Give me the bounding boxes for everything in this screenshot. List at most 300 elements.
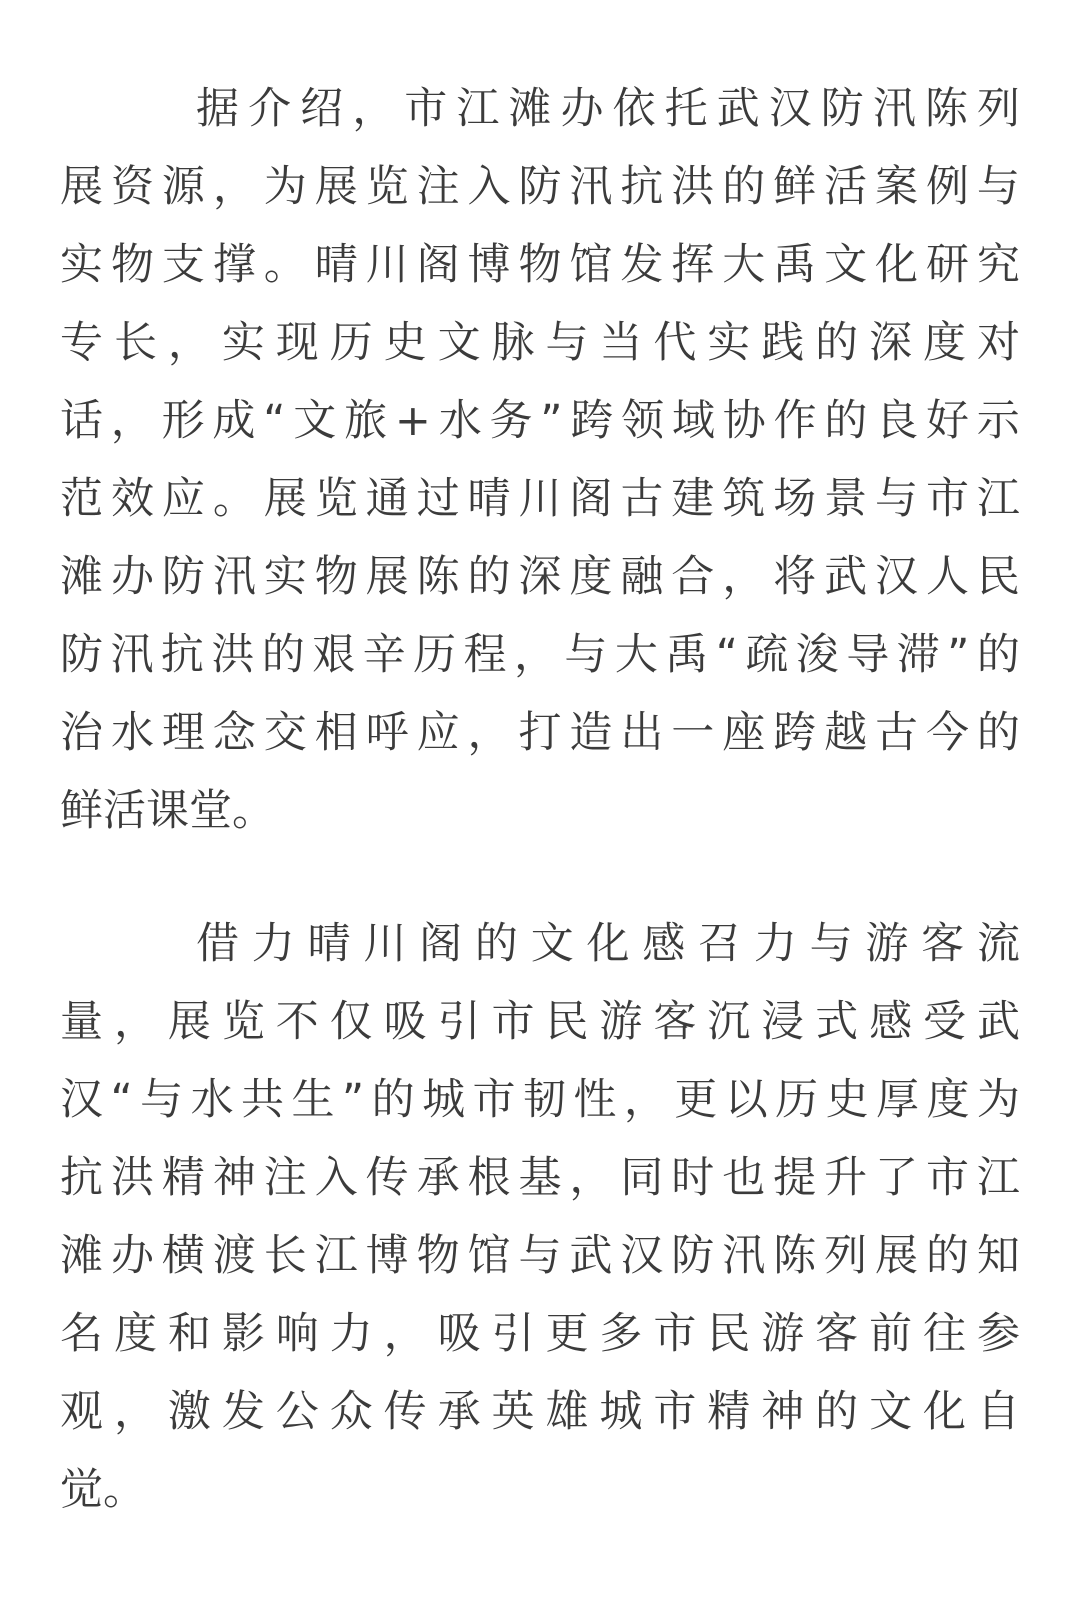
paragraph-line: [60, 1373, 1020, 1451]
text-char: 相: [314, 708, 358, 758]
text-char: 神: [212, 1153, 256, 1203]
text-char: 升: [824, 1153, 868, 1203]
text-char: 市: [491, 997, 535, 1047]
text-char: ，: [722, 552, 766, 602]
text-char: 传: [365, 1153, 409, 1203]
text-char: 度: [926, 1075, 970, 1125]
paragraph-line: [60, 226, 1020, 304]
text-char: 览: [314, 474, 358, 524]
text-char: 大: [614, 630, 658, 680]
text-char: 汛: [722, 1231, 766, 1281]
text-char: 越: [824, 708, 868, 758]
text-char: 脉: [491, 318, 535, 368]
text-char: 晴: [314, 240, 358, 290]
text-char: 阁: [416, 240, 460, 290]
text-char: 融: [620, 552, 664, 602]
text-char: ，: [113, 997, 157, 1047]
text-char: ，: [623, 1075, 667, 1125]
text-char: “: [263, 396, 286, 446]
text-char: +: [394, 396, 431, 446]
text-char: 武: [976, 997, 1020, 1047]
text-char: 成: [212, 396, 256, 446]
text-char: 晴: [307, 919, 351, 969]
paragraph-line: [60, 905, 1020, 983]
text-char: 示: [976, 396, 1020, 446]
text-char: 抗: [160, 630, 204, 680]
text-char: 仅: [329, 997, 373, 1047]
text-char: 防: [161, 552, 205, 602]
text-char: 力: [329, 1309, 373, 1359]
text-char: 效: [110, 474, 154, 524]
text-char: 参: [976, 1309, 1020, 1359]
text-char: 撑: [212, 240, 256, 290]
text-char: 物: [314, 552, 358, 602]
text-char: 了: [875, 1153, 918, 1203]
text-char: 水: [110, 708, 154, 758]
text-char: ，: [110, 396, 154, 446]
text-char: 历: [329, 318, 373, 368]
text-char: 应: [161, 474, 205, 524]
text-char: 众: [329, 1387, 373, 1437]
text-char: 大: [722, 240, 766, 290]
text-char: 基: [518, 1153, 562, 1203]
paragraph-line: [60, 1295, 1020, 1373]
text-char: 更: [545, 1309, 589, 1359]
text-char: 客: [815, 1309, 859, 1359]
text-char: 实: [221, 318, 265, 368]
text-char: 文: [824, 240, 868, 290]
paragraph-line: [60, 1061, 1020, 1139]
text-char: 。: [212, 474, 256, 524]
text-char: 展: [167, 997, 211, 1047]
text-char: 市: [925, 1153, 969, 1203]
text-char: 感: [642, 919, 686, 969]
text-char: 馆: [569, 240, 613, 290]
text-char: 列: [824, 1231, 868, 1281]
text-char: 呼: [365, 708, 409, 758]
text-char: 的: [371, 1075, 415, 1125]
text-char: 性: [573, 1075, 617, 1125]
text-char: 文: [437, 318, 481, 368]
text-char: 的: [925, 1231, 969, 1281]
paragraph-line: [60, 616, 1020, 694]
text-char: 鲜: [773, 162, 817, 212]
text-char: 今: [925, 708, 969, 758]
text-char: 水: [438, 396, 482, 446]
text-char: 共: [241, 1075, 285, 1125]
text-char: 雄: [545, 1387, 589, 1437]
text-char: 支: [161, 240, 205, 290]
text-char: 洪: [110, 1153, 154, 1203]
text-char: 滩: [60, 1231, 103, 1281]
text-char: 晴: [467, 474, 511, 524]
text-char: 办: [560, 84, 604, 134]
text-char: 陈: [924, 84, 968, 134]
text-char: 域: [671, 396, 715, 446]
text-char: 发: [620, 240, 664, 290]
text-char: 史: [383, 318, 427, 368]
text-char: 与: [976, 162, 1020, 212]
text-char: 多: [599, 1309, 643, 1359]
text-char: 览: [221, 997, 265, 1047]
text-char: 渡: [212, 1231, 256, 1281]
text-char: 城: [422, 1075, 466, 1125]
text-char: 吸: [437, 1309, 481, 1359]
text-char: 治: [60, 708, 103, 758]
text-char: 川: [365, 240, 409, 290]
text-char: 列: [976, 84, 1020, 134]
text-char: 更: [674, 1075, 718, 1125]
text-char: 名: [60, 1309, 103, 1359]
text-char: 洪: [671, 162, 715, 212]
text-char: 人: [925, 552, 969, 602]
text-char: 实: [263, 552, 307, 602]
text-char: 托: [664, 84, 708, 134]
text-char: 注: [416, 162, 460, 212]
text-char: ”: [947, 630, 970, 680]
text-char: 市: [472, 1075, 516, 1125]
text-char: 生: [291, 1075, 335, 1125]
paragraph-line: [60, 70, 1020, 148]
text-char: 文: [869, 1387, 913, 1437]
text-char: 借: [196, 919, 239, 969]
text-char: 陈: [416, 552, 460, 602]
text-char: 绍: [300, 84, 344, 134]
text-char: 市: [653, 1309, 697, 1359]
text-char: 汛: [569, 162, 613, 212]
text-char: 与: [809, 919, 853, 969]
text-char: 横: [161, 1231, 205, 1281]
text-char: 介: [248, 84, 292, 134]
paragraph-line: 觉。: [60, 1465, 146, 1515]
paragraph-line: [60, 538, 1020, 616]
text-char: 韧: [522, 1075, 566, 1125]
text-char: 阁: [419, 919, 463, 969]
text-char: 代: [653, 318, 697, 368]
text-char: 响: [275, 1309, 319, 1359]
text-char: 和: [167, 1309, 211, 1359]
text-char: 艰: [312, 630, 356, 680]
text-char: ”: [540, 396, 563, 446]
text-char: 造: [569, 708, 613, 758]
text-char: 引: [491, 1309, 535, 1359]
text-char: 的: [815, 1387, 859, 1437]
text-char: 与: [545, 318, 589, 368]
text-char: 的: [815, 318, 859, 368]
text-char: 协: [722, 396, 766, 446]
text-char: 客: [653, 997, 697, 1047]
text-char: 的: [976, 630, 1020, 680]
text-char: ”: [341, 1075, 365, 1125]
text-char: 对: [976, 318, 1020, 368]
text-char: 禹: [665, 630, 709, 680]
text-char: 召: [698, 919, 742, 969]
text-char: 游: [865, 919, 909, 969]
text-char: 民: [976, 552, 1020, 602]
text-char: 游: [599, 997, 643, 1047]
text-char: 史: [825, 1075, 869, 1125]
text-char: 浸: [761, 997, 805, 1047]
text-char: 文: [530, 919, 574, 969]
paragraph-line: [60, 694, 1020, 772]
text-char: 座: [722, 708, 766, 758]
text-char: 物: [416, 1231, 460, 1281]
text-char: 抗: [620, 162, 664, 212]
text-char: 前: [869, 1309, 913, 1359]
text-char: 化: [923, 1387, 966, 1437]
text-char: 应: [416, 708, 460, 758]
text-char: 据: [196, 84, 239, 134]
text-char: 出: [620, 708, 664, 758]
text-char: 深: [518, 552, 562, 602]
text-char: 神: [761, 1387, 805, 1437]
text-char: 滩: [508, 84, 552, 134]
text-char: 展: [263, 474, 307, 524]
text-char: “: [110, 1075, 133, 1125]
text-char: 精: [161, 1153, 205, 1203]
text-char: 发: [221, 1387, 265, 1437]
text-char: 观: [60, 1387, 103, 1437]
text-char: 案: [875, 162, 918, 212]
text-char: 例: [925, 162, 969, 212]
text-char: 防: [518, 162, 562, 212]
text-char: 不: [275, 997, 319, 1047]
text-char: 与: [518, 1231, 562, 1281]
text-char: 武: [716, 84, 760, 134]
text-char: 阁: [569, 474, 613, 524]
text-char: 良: [875, 396, 919, 446]
paragraph-line: [60, 460, 1020, 538]
text-char: 历: [775, 1075, 819, 1125]
text-char: 览: [365, 162, 409, 212]
text-char: 导: [846, 630, 890, 680]
text-char: 筑: [722, 474, 766, 524]
text-char: 交: [263, 708, 307, 758]
text-char: 防: [820, 84, 864, 134]
text-char: 的: [722, 162, 766, 212]
text-char: 办: [110, 552, 154, 602]
text-char: ，: [212, 162, 256, 212]
text-char: 究: [976, 240, 1020, 290]
text-char: 建: [671, 474, 715, 524]
text-char: 。: [263, 240, 307, 290]
text-char: 抗: [60, 1153, 103, 1203]
text-char: ，: [513, 630, 557, 680]
text-char: 与: [875, 474, 918, 524]
text-char: 民: [545, 997, 589, 1047]
text-char: 领: [621, 396, 665, 446]
text-char: 跨: [570, 396, 614, 446]
text-char: 度: [113, 1309, 157, 1359]
text-char: ，: [352, 84, 396, 134]
text-char: 浚: [795, 630, 839, 680]
paragraph-line: [60, 382, 1020, 460]
text-char: 传: [383, 1387, 427, 1437]
text-char: 为: [263, 162, 307, 212]
text-char: 入: [467, 162, 511, 212]
text-char: 市: [653, 1387, 697, 1437]
text-char: 旅: [344, 396, 388, 446]
text-char: 实: [60, 240, 103, 290]
text-char: 城: [599, 1387, 643, 1437]
text-char: 英: [491, 1387, 535, 1437]
text-char: ，: [467, 708, 511, 758]
text-char: 展: [875, 1231, 918, 1281]
text-char: 物: [518, 240, 562, 290]
text-char: 与: [140, 1075, 184, 1125]
text-char: 以: [724, 1075, 768, 1125]
text-char: 精: [707, 1387, 751, 1437]
text-char: 入: [314, 1153, 358, 1203]
text-char: 激: [167, 1387, 211, 1437]
text-char: 现: [275, 318, 319, 368]
text-char: 辛: [362, 630, 406, 680]
text-char: 沉: [707, 997, 751, 1047]
text-char: 流: [976, 919, 1020, 969]
text-char: 场: [773, 474, 817, 524]
text-char: 深: [869, 318, 913, 368]
paragraph-1: [60, 70, 1020, 850]
text-char: 打: [518, 708, 562, 758]
text-char: ，: [113, 1387, 157, 1437]
text-char: 市: [925, 474, 969, 524]
text-char: 的: [467, 552, 511, 602]
text-char: 客: [921, 919, 965, 969]
text-char: 汉: [768, 84, 812, 134]
text-char: 合: [671, 552, 715, 602]
text-char: 的: [474, 919, 518, 969]
text-char: 作: [773, 396, 817, 446]
text-char: “: [715, 630, 738, 680]
text-char: 历: [413, 630, 457, 680]
text-char: 汉: [875, 552, 918, 602]
text-char: 根: [467, 1153, 511, 1203]
text-char: 博: [467, 240, 511, 290]
text-char: 为: [976, 1075, 1020, 1125]
text-char: 当: [599, 318, 643, 368]
text-char: 疏: [745, 630, 789, 680]
text-char: 感: [869, 997, 913, 1047]
text-char: 陈: [773, 1231, 817, 1281]
text-char: 长: [263, 1231, 307, 1281]
text-char: 化: [875, 240, 918, 290]
text-char: ，: [569, 1153, 613, 1203]
text-char: 受: [923, 997, 966, 1047]
text-char: 汛: [110, 630, 154, 680]
text-char: 厚: [876, 1075, 919, 1125]
text-char: 话: [60, 396, 103, 446]
text-char: 公: [275, 1387, 319, 1437]
text-char: 景: [824, 474, 868, 524]
text-char: 古: [620, 474, 664, 524]
text-char: 源: [161, 162, 205, 212]
text-char: 形: [161, 396, 205, 446]
text-char: 资: [110, 162, 154, 212]
text-char: 吸: [383, 997, 427, 1047]
text-char: 同: [620, 1153, 664, 1203]
text-char: 引: [437, 997, 481, 1047]
text-char: 往: [923, 1309, 966, 1359]
text-char: 滩: [60, 552, 103, 602]
text-char: 力: [251, 919, 295, 969]
text-char: 汉: [60, 1075, 103, 1125]
text-char: 汉: [620, 1231, 664, 1281]
text-char: 物: [110, 240, 154, 290]
text-char: 的: [976, 708, 1020, 758]
text-char: 滞: [896, 630, 940, 680]
text-char: 市: [404, 84, 448, 134]
text-char: 与: [564, 630, 608, 680]
text-char: 依: [612, 84, 656, 134]
text-char: 挥: [671, 240, 715, 290]
text-char: 力: [753, 919, 797, 969]
text-char: 展: [314, 162, 358, 212]
text-char: 文: [293, 396, 337, 446]
text-char: 古: [875, 708, 918, 758]
text-char: 的: [261, 630, 305, 680]
text-char: 江: [976, 474, 1020, 524]
text-char: 馆: [467, 1231, 511, 1281]
text-char: 践: [761, 318, 805, 368]
text-char: 将: [773, 552, 817, 602]
text-char: 江: [976, 1153, 1020, 1203]
text-char: 一: [671, 708, 715, 758]
text-char: 度: [923, 318, 966, 368]
text-char: 影: [221, 1309, 265, 1359]
text-char: 好: [925, 396, 969, 446]
text-char: 念: [212, 708, 256, 758]
text-char: 活: [824, 162, 868, 212]
text-char: 承: [416, 1153, 460, 1203]
text-char: 展: [365, 552, 409, 602]
text-char: 游: [761, 1309, 805, 1359]
text-char: ，: [167, 318, 211, 368]
text-char: 长: [113, 318, 157, 368]
text-char: 理: [161, 708, 205, 758]
text-char: 注: [263, 1153, 307, 1203]
text-char: 跨: [773, 708, 817, 758]
text-char: 专: [60, 318, 103, 368]
text-char: 防: [60, 630, 103, 680]
text-char: 办: [110, 1231, 154, 1281]
text-char: 式: [815, 997, 859, 1047]
text-char: 实: [707, 318, 751, 368]
paragraph-line: 鲜活课堂。: [60, 786, 275, 836]
text-char: 程: [463, 630, 507, 680]
text-char: 过: [416, 474, 460, 524]
text-char: 水: [190, 1075, 234, 1125]
text-char: 也: [722, 1153, 766, 1203]
text-char: 江: [456, 84, 500, 134]
text-char: 展: [60, 162, 103, 212]
text-char: 武: [569, 1231, 613, 1281]
paragraph-line: [60, 304, 1020, 382]
paragraph-line: [60, 1139, 1020, 1217]
text-char: 博: [365, 1231, 409, 1281]
text-char: 汛: [212, 552, 256, 602]
text-char: 武: [824, 552, 868, 602]
text-char: 范: [60, 474, 103, 524]
paragraph-line: [60, 1217, 1020, 1295]
text-char: 禹: [773, 240, 817, 290]
text-char: 民: [707, 1309, 751, 1359]
paragraph-2: [60, 905, 1020, 1529]
text-char: 江: [314, 1231, 358, 1281]
text-char: 研: [925, 240, 969, 290]
text-char: 时: [671, 1153, 715, 1203]
text-char: 洪: [211, 630, 255, 680]
text-char: 化: [586, 919, 630, 969]
